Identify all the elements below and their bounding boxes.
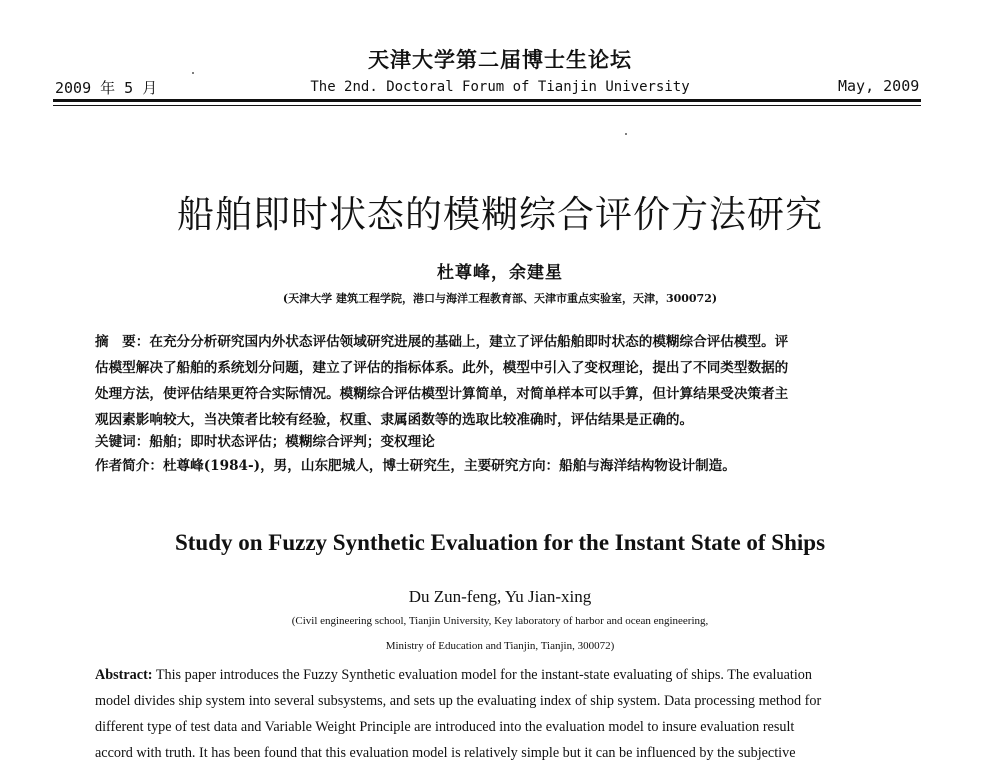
abstract-en-line: different type of test data and Variable Weight Principle are introduced into the evaluation model to insure evaluation result: [95, 719, 795, 735]
author-intro-label: 作者简介：: [95, 458, 163, 474]
header-date-en: May, 2009: [838, 77, 920, 95]
abstract-en-line: model divides ship system into several subsystems, and sets up the evaluating index of ship system. Data processing method for: [95, 693, 822, 709]
abstract-cn-line: 观因素影响较大，当决策者比较有经验，权重、隶属函数等的选取比较准确时，评估结果是正确的。: [95, 412, 694, 428]
authors-cn: 杜尊峰，余建星: [437, 263, 563, 283]
affiliation-en-line: (Civil engineering school, Tianjin University, Key laboratory of harbor and ocean engineering,: [291, 615, 709, 627]
affiliation-en-line: Ministry of Education and Tianjin, Tianjin, 300072): [385, 640, 615, 652]
scan-speck: [625, 133, 627, 135]
keywords-cn: 关键词：船舶；即时状态评估；模糊综合评判；变权理论: [95, 434, 435, 450]
forum-title-cn: 天津大学第二届博士生论坛: [368, 47, 632, 72]
abstract-en-line: accord with truth. It has been found that this evaluation model is relatively simple but it can be influenced by the subjective: [95, 745, 796, 761]
authors-en: Du Zun-feng, Yu Jian-xing: [408, 587, 592, 606]
keywords-label: 关键词：: [95, 434, 150, 450]
affiliation-cn: (天津大学 建筑工程学院，港口与海洋工程教育部、天津市重点实验室，天津，300072): [282, 292, 718, 305]
header-rule-thin: [53, 105, 921, 106]
scan-speck: [192, 72, 194, 74]
header-date-cn: 2009 年 5 月: [55, 79, 158, 97]
abstract-cn-line: 估模型解决了船舶的系统划分问题，建立了评估的指标体系。此外，模型中引入了变权理论，提出了不同类型数据的: [95, 360, 789, 376]
abstract-cn-line: 处理方法，使评估结果更符合实际情况。模糊综合评估模型计算简单，对简单样本可以手算，但计算结果受决策者主: [95, 386, 789, 402]
abstract-cn-label: 摘 要：: [95, 334, 150, 350]
paper-title-en: Study on Fuzzy Synthetic Evaluation for the Instant State of Ships: [174, 530, 826, 555]
header-rule-thick: [53, 99, 921, 102]
abstract-cn-line: 摘 要：在充分分析研究国内外状态评估领域研究进展的基础上，建立了评估船舶即时状态的模糊综合评估模型。评: [95, 334, 789, 350]
abstract-en-line: Abstract: This paper introduces the Fuzzy Synthetic evaluation model for the instant-state evaluating of ships. The evaluation: [95, 667, 812, 683]
author-intro-cn: 作者简介：杜尊峰(1984-)，男，山东肥城人，博士研究生，主要研究方向：船舶与海洋结构物设计制造。: [95, 458, 736, 474]
abstract-en-label: Abstract:: [95, 667, 153, 683]
paper-title-cn: 船舶即时状态的模糊综合评价方法研究: [177, 193, 823, 236]
forum-title-en: The 2nd. Doctoral Forum of Tianjin University: [310, 79, 690, 95]
